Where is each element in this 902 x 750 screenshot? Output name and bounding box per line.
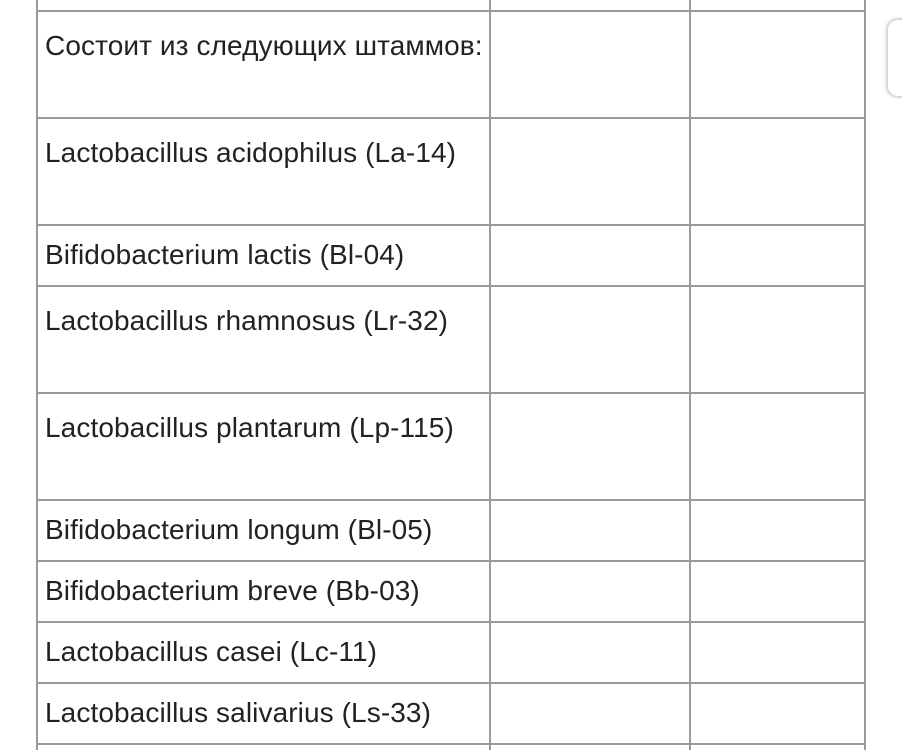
table-cell: [690, 118, 865, 225]
strain-label: [38, 745, 489, 750]
table-cell: [37, 118, 490, 225]
table-cell: [37, 286, 490, 393]
table-cell: [37, 622, 490, 683]
table-cell: [490, 0, 690, 11]
table-cell: [490, 500, 690, 561]
table-cell: [37, 11, 490, 118]
table-cell: [690, 744, 865, 750]
table-cell: [490, 118, 690, 225]
strain-label: Bifidobacterium lactis (Bl-04): [45, 239, 405, 270]
table-row: [37, 683, 865, 744]
table-cell: [690, 11, 865, 118]
table-cell: [37, 744, 490, 750]
strain-label: Lactobacillus salivarius (Ls-33): [45, 697, 432, 728]
table-cell: [490, 225, 690, 286]
strain-label: Bifidobacterium longum (Bl-05): [45, 514, 433, 545]
table-row: [37, 11, 865, 118]
table-cell: [690, 500, 865, 561]
table-row: [37, 286, 865, 393]
table-cell: [490, 11, 690, 118]
table-cell: [37, 500, 490, 561]
scroll-handle[interactable]: [886, 18, 902, 98]
table-cell: [37, 683, 490, 744]
strain-label: Lactobacillus casei (Lc-11): [45, 636, 378, 667]
table-row: [37, 393, 865, 500]
table-cell: [690, 286, 865, 393]
table-cell: [490, 683, 690, 744]
table-row: [37, 622, 865, 683]
table-cell: [37, 561, 490, 622]
table-row: [37, 118, 865, 225]
strain-label: [38, 0, 489, 10]
table-cell: [690, 0, 865, 11]
table-cell: [490, 286, 690, 393]
strain-label: Lactobacillus plantarum (Lp-115): [45, 412, 454, 443]
table-cell: [37, 0, 490, 11]
table-row: [37, 500, 865, 561]
table-row: [37, 0, 865, 11]
table-row: [37, 561, 865, 622]
table-cell: [690, 393, 865, 500]
table-row: [37, 744, 865, 750]
strain-label: Lactobacillus rhamnosus (Lr-32): [45, 305, 449, 336]
table-row: [37, 225, 865, 286]
table-cell: [37, 225, 490, 286]
strain-label: Bifidobacterium breve (Bb-03): [45, 575, 420, 606]
strain-label: Lactobacillus acidophilus (La-14): [45, 137, 457, 168]
table-cell: [690, 622, 865, 683]
table-cell: [490, 744, 690, 750]
table-cell: [690, 561, 865, 622]
strain-label: Состоит из следующих штаммов:: [45, 30, 483, 61]
table-cell: [490, 622, 690, 683]
table-cell: [490, 393, 690, 500]
table-cell: [690, 683, 865, 744]
table-cell: [37, 393, 490, 500]
table-cell: [490, 561, 690, 622]
strains-table: [36, 0, 866, 750]
table-cell: [690, 225, 865, 286]
